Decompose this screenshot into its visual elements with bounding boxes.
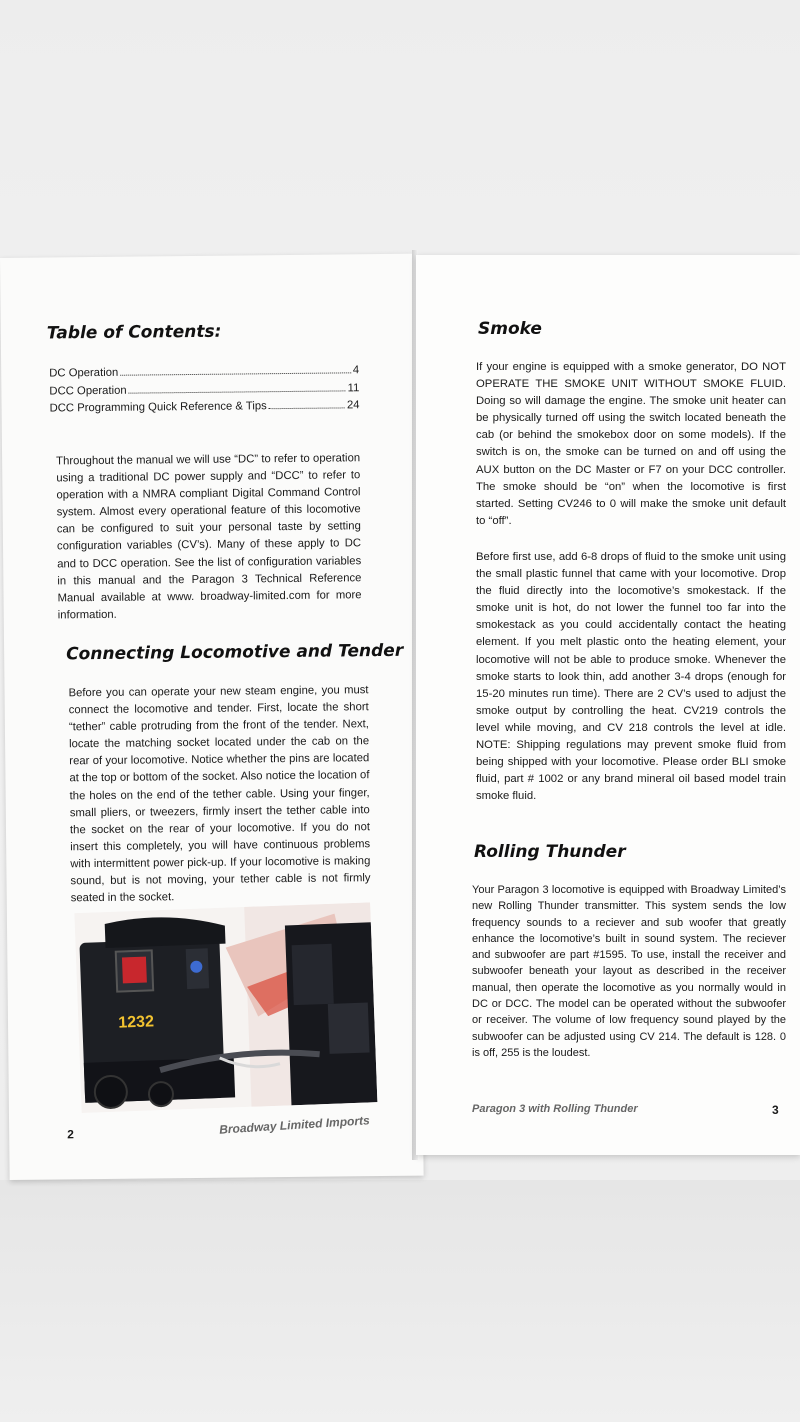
table-of-contents: [49, 362, 360, 418]
toc-entry-label: DCC Programming Quick Reference & Tips: [49, 400, 267, 415]
toc-entry-label: DC Operation: [49, 366, 119, 380]
smoke-paragraph-2: Before first use, add 6-8 drops of fluid to the smoke unit using the small plastic funnel that came with your locomotive. Drop the fluid directly into the locomotive’s smokestack. If the smoke unit is hot, do not lower the funnel too far into the smokestack as you could accidentally contact the heating element. If you melt plastic onto the heating element, your locomotive will not be able to produce smoke. Whenever the smoke starts to look thin, add another 3-4 drops (enough for 15-20 minutes run time). There are 2 CV’s used to adjust the smoke output by controlling the heat. CV219 controls the level while moving, and CV 218 controls the level at idle. NOTE: Shipping regulations may prevent smoke fluid from being shipped with your locomotive. Please order BLI smoke fluid, part # 1002 or any brand mineral oil based model train smoke fluid.: [476, 551, 786, 803]
toc-entry-page: 4: [352, 364, 360, 377]
cab-number: 1232: [118, 1013, 155, 1032]
page-number: 2: [67, 1127, 74, 1142]
page-footer: Broadway Limited Imports: [218, 1113, 371, 1137]
right-page: [416, 255, 800, 1155]
toc-entry-page: 24: [346, 399, 360, 412]
locomotive-tender-photo: [74, 902, 377, 1113]
toc-title: Table of Contents:: [46, 321, 222, 344]
toc-entry-page: 11: [347, 381, 360, 394]
page-number: 3: [772, 1103, 779, 1117]
toc-leader: [269, 407, 345, 409]
section-title-smoke: Smoke: [478, 319, 542, 339]
toc-entry-label: DCC Operation: [49, 384, 127, 397]
toc-leader: [120, 372, 351, 375]
left-page: [0, 254, 424, 1180]
connecting-paragraph: Before you can operate your new steam engine, you must connect the locomotive and tender. First, locate the short “tether” cable protruding from the front of the tender. Next, locate the matching socket located under the cab on the rear of your locomotive. Notice whether the pins are located at the top or bottom of the socket. Also notice the location of the holes on the end of the tether cable. Using your finger, small pliers, or tweezers, firmly insert the tether cable into the socket on the rear of your locomotive. If you do not insert this completely, you will have continuous problems with intermittent power pick-up. If your locomotive is making sound, but is not moving, your tether cable is not firmly seated in the socket.: [68, 684, 371, 905]
toc-entry[interactable]: [49, 397, 359, 418]
table-surface: [0, 1180, 800, 1422]
page-footer: Paragon 3 with Rolling Thunder: [472, 1103, 638, 1115]
intro-paragraph: Throughout the manual we will use “DC” to refer to operation using a traditional DC power supply and “DCC” to refer to operation with a NMRA compliant Digital Command Control system. Almost every operational feature of this locomotive can be configured to suit your personal taste by setting configuration variables (CV’s). Many of these apply to DC and to DCC operation. See the list of configuration variables in this manual and the Paragon 3 Technical Reference Manual available at www. broadway-limited.com for more information.: [56, 452, 362, 622]
rolling-thunder-paragraph: Your Paragon 3 locomotive is equipped with Broadway Limited’s new Rolling Thunder transmitter. This system sends the low frequency sounds to a reciever and sub woofer that greatly enhance the locomotive’s built in sound system. The reciever and subwoofer are part #1595. To use, install the receiver and subwoofer beneath your layout as described in the receiver manual, then operate the locomotive as you normally would in DC or DCC. The model can be operated without the subwoofer or receiver. The volume of low frequency sound played by the subwoofer can be adjusted using CV 214. The default is 128. 0 is off, 255 is the loudest.: [472, 884, 786, 1059]
section-title-rolling-thunder: Rolling Thunder: [474, 842, 626, 862]
smoke-paragraph-1: If your engine is equipped with a smoke generator, DO NOT OPERATE THE SMOKE UNIT WITHOUT SMOKE FLUID. Doing so will damage the engine. The smoke unit heater can be physically turned off using the switch located beneath the cab (or behind the smokebox door on some models). If the switch is on, the smoke can be turned on and off using the AUX button on the DC Master or F7 on your DCC controller. The smoke should be “on” when the locomotive is first started. Setting CV246 to 0 will make the smoke unit default to “off”.: [476, 361, 786, 527]
section-title-connecting: Connecting Locomotive and Tender: [66, 640, 404, 665]
toc-leader: [129, 390, 346, 393]
